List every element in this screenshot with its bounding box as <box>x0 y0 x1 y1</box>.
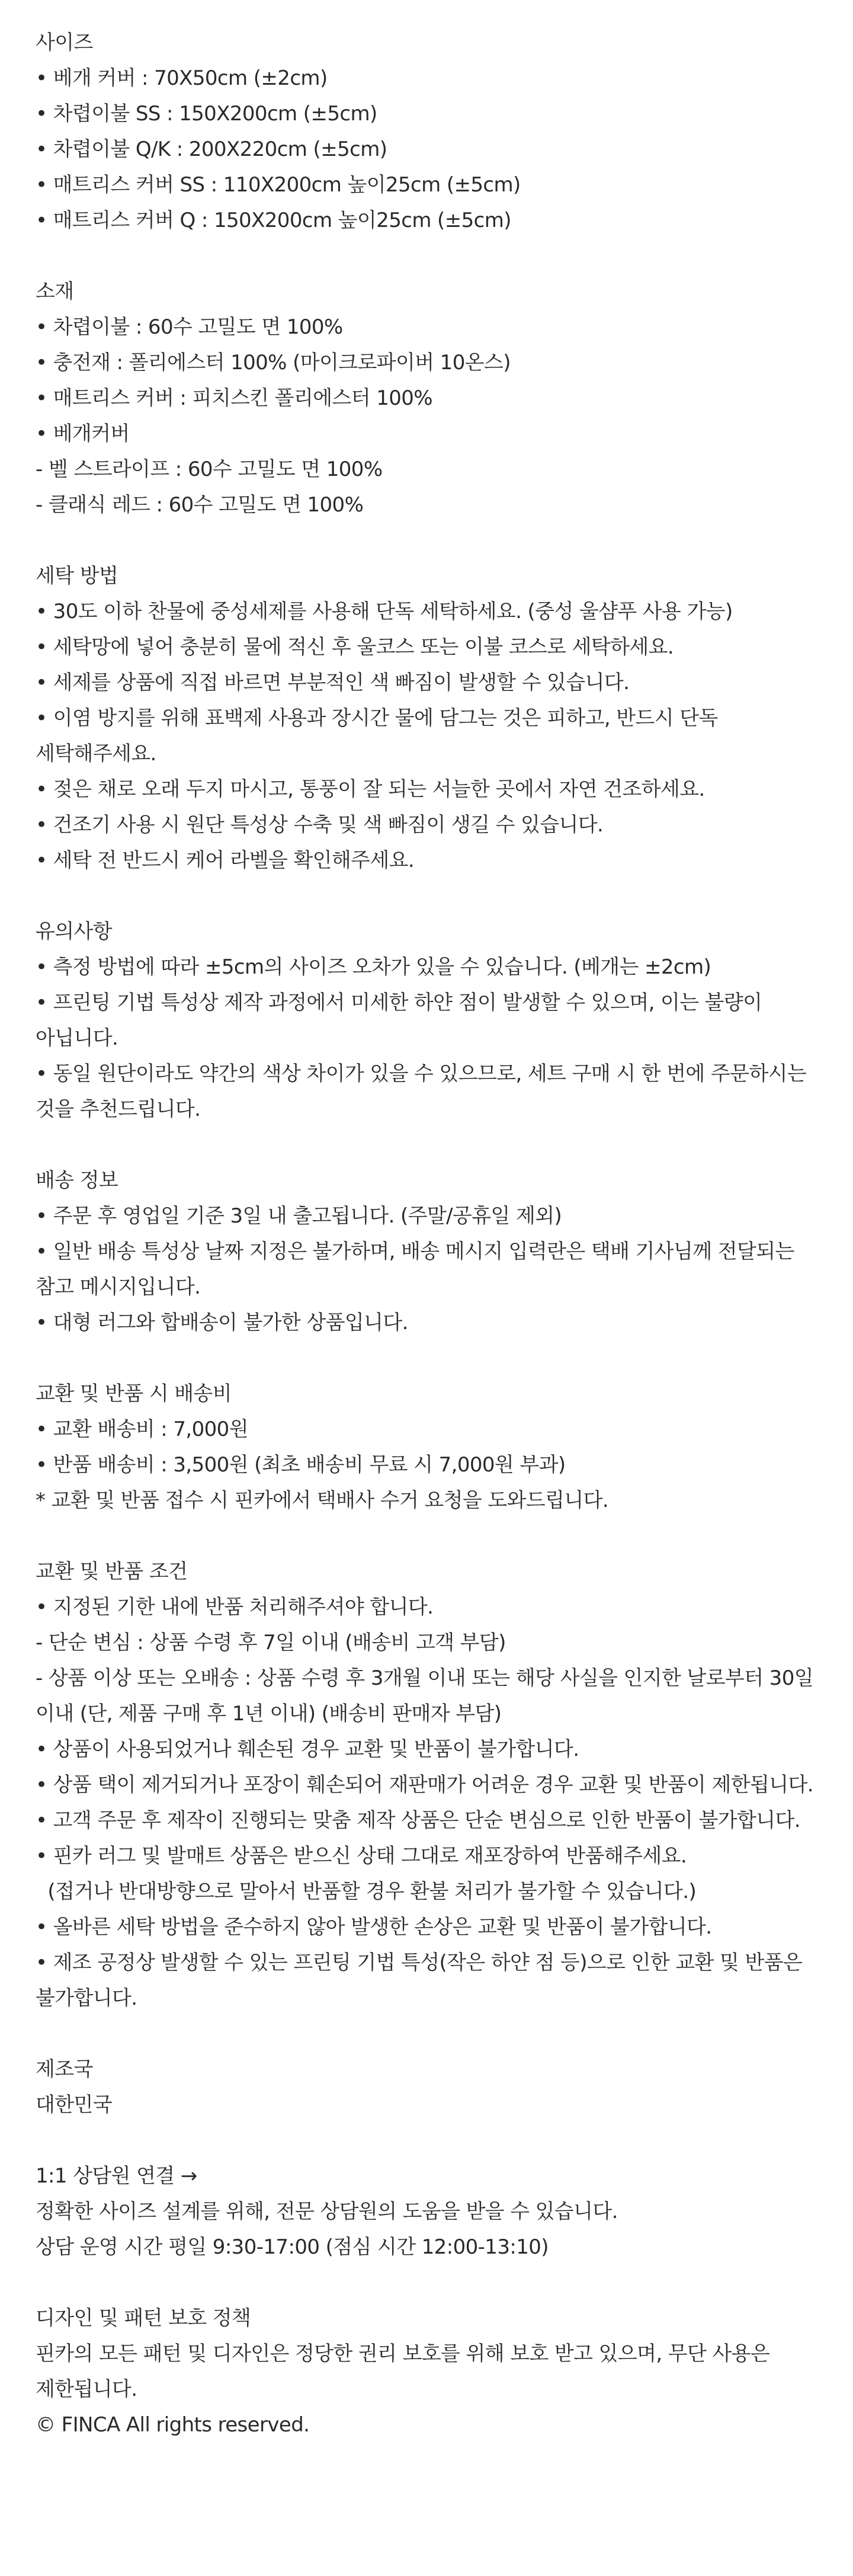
washing-section <box>36 558 817 878</box>
caution-item: • 프린팅 기법 특성상 제작 과정에서 미세한 하얀 점이 발생할 수 있으며, 이는 불량이 아닙니다. <box>36 991 762 1050</box>
return-fee-item: * 교환 및 반품 접수 시 핀카에서 택배사 수거 요청을 도와드립니다. <box>36 1489 609 1512</box>
material-item: • 충전재 : 폴리에스터 100% (마이크로파이버 10온스) <box>36 351 511 375</box>
shipping-item: • 주문 후 영업일 기준 3일 내 출고됩니다. (주말/공휴일 제외) <box>36 1204 562 1228</box>
caution-item: • 측정 방법에 따라 ±5cm의 사이즈 오차가 있을 수 있습니다. (베개는 ±2cm) <box>36 955 711 979</box>
return-fee-heading: 교환 및 반품 시 배송비 <box>36 1382 232 1406</box>
washing-item: • 이염 방지를 위해 표백제 사용과 장시간 물에 담그는 것은 피하고, 반드시 단독 세탁해주세요. <box>36 706 718 766</box>
size-item: • 차렵이불 Q/K : 200X220cm (±5cm) <box>36 137 387 161</box>
size-item: • 매트리스 커버 Q : 150X200cm 높이25cm (±5cm) <box>36 209 511 232</box>
return-fee-item: • 반품 배송비 : 3,500원 (최초 배송비 무료 시 7,000원 부과) <box>36 1453 566 1477</box>
shipping-heading: 배송 정보 <box>36 1169 118 1192</box>
washing-item: • 건조기 사용 시 원단 특성상 수축 및 색 빠짐이 생길 수 있습니다. <box>36 813 604 837</box>
material-item: - 클래식 레드 : 60수 고밀도 면 100% <box>36 493 364 517</box>
consultation-description: 정확한 사이즈 설계를 위해, 전문 상담원의 도움을 받을 수 있습니다. <box>36 2200 618 2223</box>
material-section <box>36 274 817 523</box>
origin-value: 대한민국 <box>36 2093 112 2117</box>
return-condition-item: • 고객 주문 후 제작이 진행되는 맞춤 제작 상품은 단순 변심으로 인한 반품이 불가합니다. <box>36 1809 800 1832</box>
return-conditions-section <box>36 1554 817 2016</box>
return-condition-item: • 올바른 세탁 방법을 준수하지 않아 발생한 손상은 교환 및 반품이 불가합니다. <box>36 1915 712 1939</box>
size-section <box>36 25 817 238</box>
return-conditions-heading: 교환 및 반품 조건 <box>36 1560 188 1583</box>
origin-section <box>36 2052 817 2123</box>
return-condition-item: - 상품 이상 또는 오배송 : 상품 수령 후 3개월 이내 또는 해당 사실을 인지한 날로부터 30일 이내 (단, 제품 구매 후 1년 이내) (배송비 판매자 부담) <box>36 1666 813 1726</box>
return-condition-item: • 핀카 러그 및 발매트 상품은 받으신 상태 그대로 재포장하여 반품해주세요. <box>36 1844 687 1868</box>
shipping-section <box>36 1163 817 1340</box>
caution-heading: 유의사항 <box>36 920 112 943</box>
material-item: • 베개커버 <box>36 422 130 446</box>
return-condition-item: • 상품이 사용되었거나 훼손된 경우 교환 및 반품이 불가합니다. <box>36 1737 579 1761</box>
size-heading: 사이즈 <box>36 31 93 55</box>
washing-heading: 세탁 방법 <box>36 564 118 588</box>
shipping-item: • 대형 러그와 합배송이 불가한 상품입니다. <box>36 1311 408 1335</box>
copyright-text: © FINCA All rights reserved. <box>36 2413 310 2437</box>
material-heading: 소재 <box>36 280 74 303</box>
material-item: • 차렵이불 : 60수 고밀도 면 100% <box>36 315 343 339</box>
return-condition-item: - 단순 변심 : 상품 수령 후 7일 이내 (배송비 고객 부담) <box>36 1631 506 1655</box>
return-condition-item: • 제조 공정상 발생할 수 있는 프린팅 기법 특성(작은 하얀 점 등)으로 인한 교환 및 반품은 불가합니다. <box>36 1951 803 2010</box>
design-policy-section <box>36 2300 817 2443</box>
return-fee-section <box>36 1376 817 1518</box>
design-policy-text: 핀카의 모든 패턴 및 디자인은 정당한 권리 보호를 위해 보호 받고 있으며, 무단 사용은 제한됩니다. <box>36 2342 770 2401</box>
size-item: • 매트리스 커버 SS : 110X200cm 높이25cm (±5cm) <box>36 173 521 197</box>
origin-heading: 제조국 <box>36 2057 93 2081</box>
size-item: • 베개 커버 : 70X50cm (±2cm) <box>36 66 328 90</box>
return-condition-item: • 상품 택이 제거되거나 포장이 훼손되어 재판매가 어려운 경우 교환 및 반품이 제한됩니다. <box>36 1773 813 1797</box>
washing-item: • 세제를 상품에 직접 바르면 부분적인 색 빠짐이 발생할 수 있습니다. <box>36 671 630 695</box>
washing-item: • 젖은 채로 오래 두지 마시고, 통풍이 잘 되는 서늘한 곳에서 자연 건조하세요. <box>36 777 705 801</box>
size-item: • 차렵이불 SS : 150X200cm (±5cm) <box>36 102 377 126</box>
consultation-section <box>36 2158 817 2265</box>
design-policy-heading: 디자인 및 패턴 보호 정책 <box>36 2306 251 2330</box>
caution-item: • 동일 원단이라도 약간의 색상 차이가 있을 수 있으므로, 세트 구매 시 한 번에 주문하시는 것을 추천드립니다. <box>36 1062 807 1121</box>
consultation-hours: 상담 운영 시간 평일 9:30-17:00 (점심 시간 12:00-13:10) <box>36 2235 549 2259</box>
return-condition-item: (접거나 반대방향으로 말아서 반품할 경우 환불 처리가 불가할 수 있습니다.) <box>36 1880 697 1903</box>
shipping-item: • 일반 배송 특성상 날짜 지정은 불가하며, 배송 메시지 입력란은 택배 기사님께 전달되는 참고 메시지입니다. <box>36 1240 794 1299</box>
return-condition-item: • 지정된 기한 내에 반품 처리해주셔야 합니다. <box>36 1595 434 1619</box>
consultation-link[interactable]: 1:1 상담원 연결 → <box>36 2164 197 2188</box>
material-item: • 매트리스 커버 : 피치스킨 폴리에스터 100% <box>36 386 433 410</box>
washing-item: • 세탁망에 넣어 충분히 물에 적신 후 울코스 또는 이불 코스로 세탁하세요. <box>36 635 674 659</box>
washing-item: • 30도 이하 찬물에 중성세제를 사용해 단독 세탁하세요. (중성 울샴푸 사용 가능) <box>36 600 733 623</box>
washing-item: • 세탁 전 반드시 케어 라벨을 확인해주세요. <box>36 849 415 872</box>
material-item: - 벨 스트라이프 : 60수 고밀도 면 100% <box>36 457 383 481</box>
return-fee-item: • 교환 배송비 : 7,000원 <box>36 1417 248 1441</box>
caution-section <box>36 914 817 1127</box>
